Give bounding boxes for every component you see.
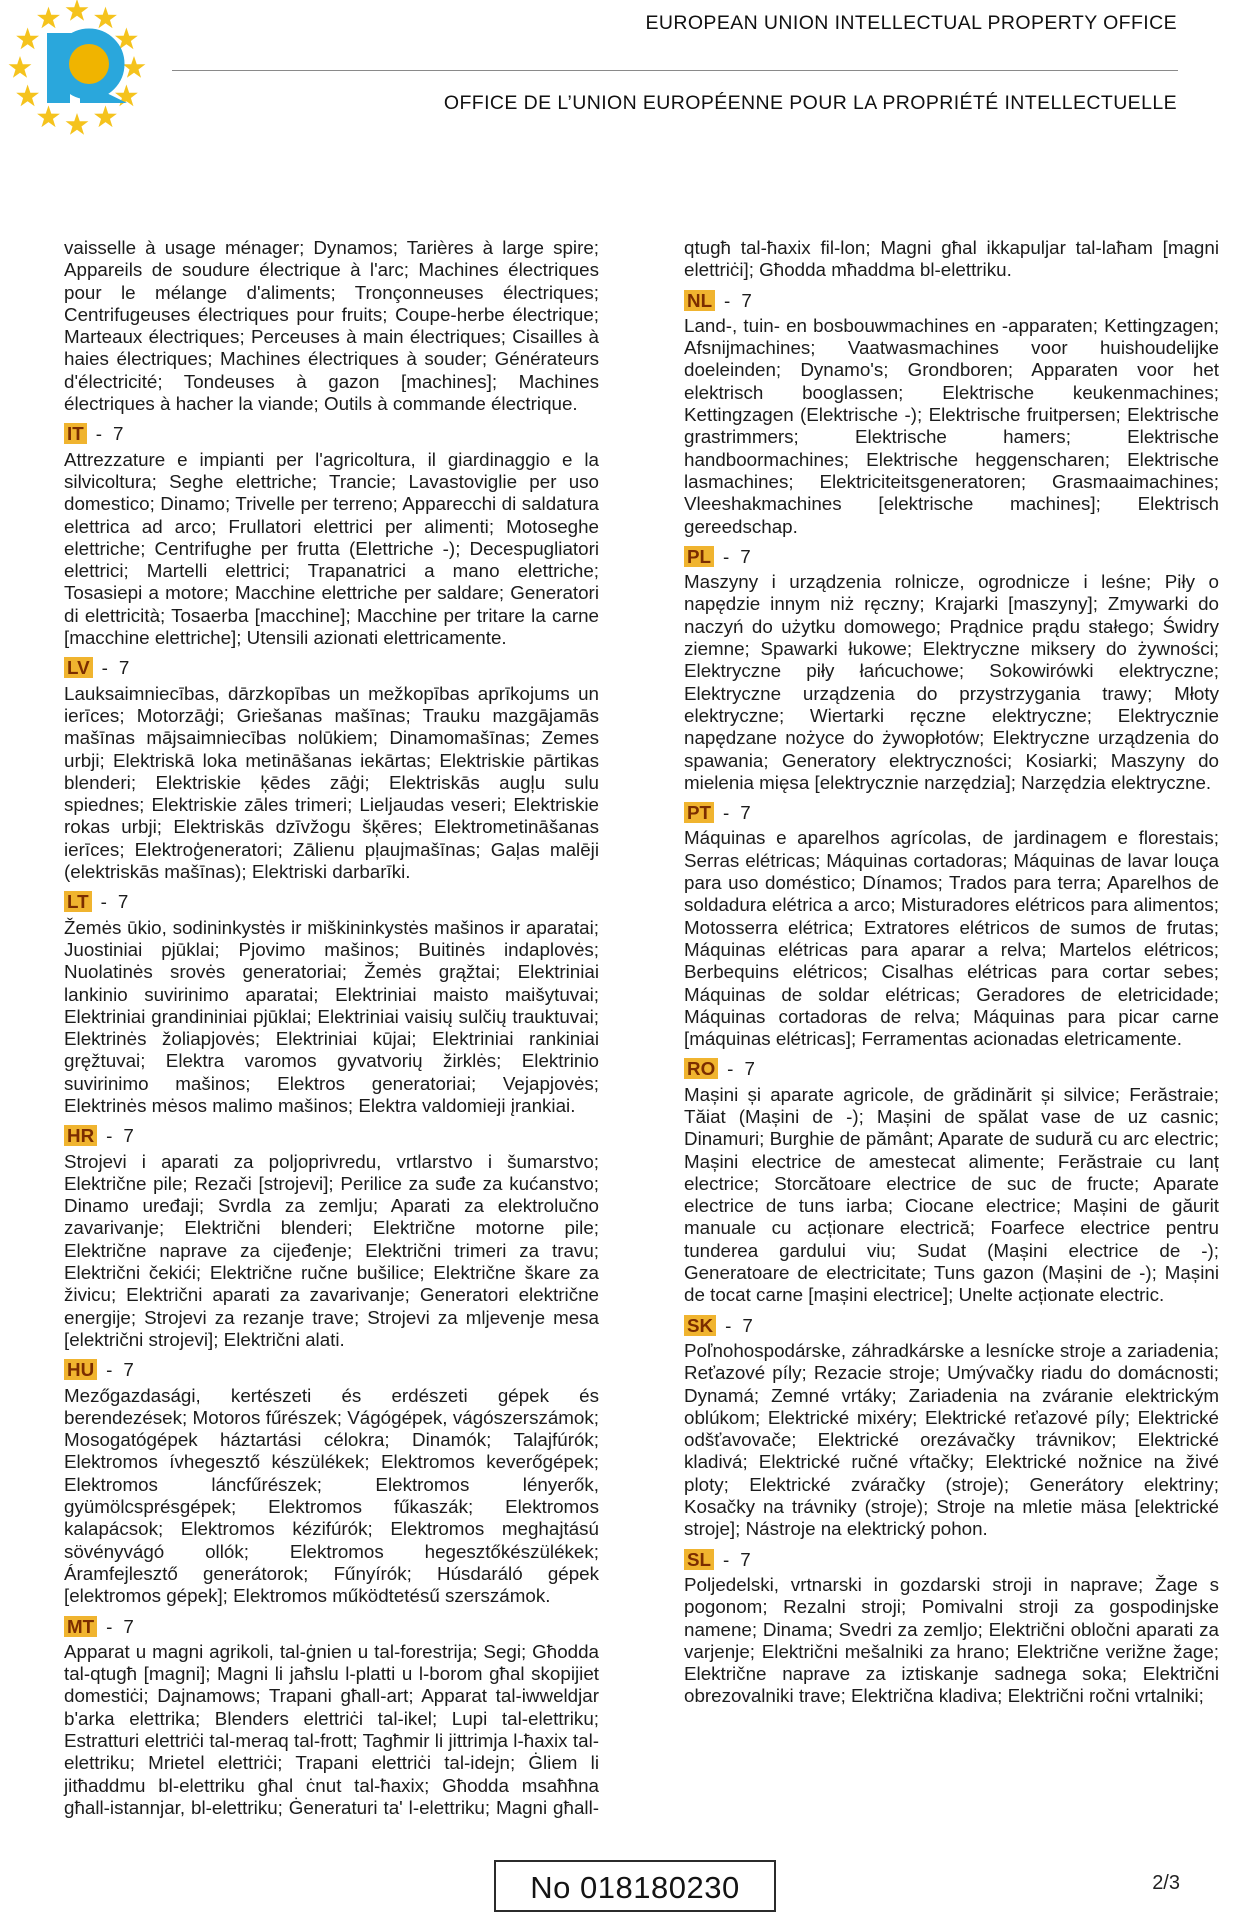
nice-class-number: 7: [118, 657, 130, 679]
goods-services-text: Maszyny i urządzenia rolnicze, ogrodnicze i leśne; Piły o napędzie innym niż ręczny; Krajarki [maszyny]; Zmywarki do naczyń do użytku domowego; Prądnice prądu stałego; Świdry ziemne; Spawarki łukowe; Elektryczne miksery do żywności; Elektryczne piły łańcuchowe; Sokowirówki elektryczne; Elektryczne urządzenia do przystrzygania trawy; Młoty elektryczne; Wiertarki ręczne elektryczne; Elektrycznie napędzane nożyce do żywopłotów; Elektryczne urządzenia do spawania; Generatory elektryczności; Kosiarki; Maszyny do mielenia mięsa [elektrycznie narzędzia]; Narzędzia elektryczne.: [684, 571, 1219, 793]
language-code-badge: PT: [684, 802, 714, 823]
office-name-fr: OFFICE DE L’UNION EUROPÉENNE POUR LA PROPRIÉTÉ INTELLECTUELLE: [443, 92, 1177, 114]
dash-separator: -: [724, 289, 731, 311]
page-indicator: 2/3: [1152, 1872, 1180, 1894]
goods-services-text: Mașini și aparate agricole, de grădinărit și silvice; Ferăstraie; Tăiat (Mașini de -); Mașini de spălat vase de uz casnic; Dinamuri; Burghie de pământ; Aparate de sudură cu arc electric; Mașini electrice de amestecat alimente; Ferăstraie cu lanț electrice; Storcătoare electrice de suc de fructe; Aparate electrice de tuns iarba; Ciocane electrice; Mașini de găurit manuale cu acționare electrică; Foarfece electrice pentru tunderea gardului viu; Sudat (Mașini electrice de -); Generatoare de electricitate; Tuns gazon (Mașini de -); Mașini de tocat carne [mașini electrice]; Unelte acționate electric.: [684, 1083, 1219, 1306]
language-class-heading: [64, 891, 599, 913]
language-code-badge: LV: [64, 657, 93, 678]
dash-separator: -: [723, 802, 730, 824]
language-section: [64, 1125, 599, 1351]
nice-class-number: 7: [740, 802, 751, 824]
language-section: [64, 1359, 599, 1607]
language-section: [64, 423, 599, 649]
language-code-badge: SL: [684, 1549, 714, 1570]
dash-separator: -: [101, 657, 108, 679]
language-code-badge: HR: [64, 1125, 97, 1146]
language-section: [64, 657, 599, 883]
language-class-heading: [684, 1315, 1219, 1337]
dash-separator: -: [95, 423, 102, 445]
language-code-badge: PL: [684, 546, 714, 567]
nice-class-number: 7: [123, 1615, 134, 1637]
language-section: [684, 546, 1219, 794]
goods-services-text: Land-, tuin- en bosbouwmachines en -apparaten; Kettingzagen; Afsnijmachines; Vaatwasmachines voor huishoudelijke doeleinden; Dynamo's; Grondboren; Apparaten voor het elektrisch booglassen; Elektrische keukenmachines; Kettingzagen (Elektrische -); Elektrische fruitpersen; Elektrische grastrimmers; Elektrische hamers; Elektrische handboormachines; Elektrische heggenscharen; Elektrische lasmachines; Elektriciteitsgeneratoren; Grasmaaimachines; Vleeshakmachines [elektrische machines]; Elektrisch gereedschap.: [684, 314, 1219, 537]
eu-stars-registered-icon: [0, 0, 180, 142]
language-class-heading: [684, 546, 1219, 568]
language-class-heading: [684, 1549, 1219, 1571]
application-number: No 018180230: [530, 1870, 740, 1905]
language-class-heading: [64, 657, 599, 679]
nice-class-number: 7: [117, 891, 129, 913]
goods-services-text: Attrezzature e impianti per l'agricoltura, il giardinaggio e la silvicoltura; Seghe elettriche; Trancie; Lavastoviglie per uso domestico; Dinamo; Trivelle per terreno; Apparecchi di saldatura elettrica ad arco; Frullatori elettrici per alimenti; Motoseghe elettriche; Centrifughe per frutta (Elettriche -); Decespugliatori elettrici; Martelli elettrici; Trapanatrici a mano elettriche; Tosasiepi a motore; Macchine elettriche per saldare; Generatori di elettricità; Tosaerba [macchine]; Macchine per tritare la carne [macchine elettriche]; Utensili azionati elettricamente.: [64, 448, 599, 649]
language-section: [684, 1058, 1219, 1306]
nice-class-number: 7: [742, 1314, 753, 1336]
language-class-heading: [64, 423, 599, 445]
header-divider: [172, 70, 1178, 71]
language-section: [684, 290, 1219, 538]
dash-separator: -: [100, 891, 107, 913]
euipo-logo: [0, 0, 180, 142]
dash-separator: -: [106, 1615, 113, 1637]
language-class-heading: [684, 802, 1219, 824]
language-code-badge: RO: [684, 1058, 718, 1079]
goods-services-text: Strojevi i aparati za poljoprivredu, vrtlarstvo i šumarstvo; Električne pile; Rezači [strojevi]; Perilice za suđe za kućanstvo; Dinamo uređaji; Svrdla za zemlju; Aparati za elektrolučno zavarivanje; Električni blenderi; Električne motorne pile; Električne naprave za cijeđenje; Električni trimeri za travu; Električni čekići; Električne ručne bušilice; Električne škare za živicu; Električni aparati za zavarivanje; Generatori električne energije; Strojevi za rezanje trave; Strojevi za mljevenje mesa [električni strojevi]; Električni alati.: [64, 1150, 599, 1350]
goods-services-text: Máquinas e aparelhos agrícolas, de jardinagem e florestais; Serras elétricas; Máquinas cortadoras; Máquinas de lavar louça para uso doméstico; Dínamos; Trados para terra; Aparelhos de soldadura elétrica a arco; Misturadores elétricos para alimentos; Motosserra elétrica; Extratores elétricos de sumos de frutas; Máquinas elétricas para aparar a relva; Martelos elétricos; Berbequins elétricos; Cisalhas elétricas para cortar sebes; Máquinas de soldar elétricas; Geradores de eletricidade; Máquinas cortadoras de relva; Máquinas para picar carne [máquinas elétricas]; Ferramentas acionadas eletricamente.: [684, 827, 1219, 1050]
nice-class-number: 7: [740, 1548, 751, 1570]
registered-r-icon: [47, 33, 127, 103]
nice-class-number: 7: [744, 1058, 755, 1080]
dash-separator: -: [727, 1058, 734, 1080]
language-section: [684, 1315, 1219, 1541]
language-code-badge: HU: [64, 1359, 97, 1380]
language-section: [64, 891, 599, 1117]
language-class-heading: [684, 290, 1219, 312]
goods-services-columns: [64, 237, 1219, 1837]
nice-class-number: 7: [123, 1125, 134, 1147]
application-number-box: [494, 1860, 776, 1912]
goods-services-text: Žemės ūkio, sodininkystės ir miškininkystės mašinos ir aparatai; Juostiniai pjūklai; Pjovimo mašinos; Buitinės indaplovės; Nuolatinės srovės generatoriai; Žemės grąžtai; Elektriniai lankinio suvirinimo aparatai; Elektriniai maisto maišytuvai; Elektriniai grandininiai pjūklai; Elektriniai vaisių sulčių trauktuvai; Elektrinės žoliapjovės; Elektriniai kūjai; Elektriniai rankiniai gręžtuvai; Elektra varomos gyvatvorių žirklės; Elektrinio suvirinimo mašinos; Elektros generatoriai; Vejapjovės; Elektrinės mėsos malimo mašinos; Elektra valdomieji įrankiai.: [64, 916, 599, 1116]
office-name-en: EUROPEAN UNION INTELLECTUAL PROPERTY OFFICE: [645, 12, 1177, 34]
language-class-heading: [64, 1125, 599, 1147]
language-section: [64, 237, 599, 415]
nice-class-number: 7: [123, 1359, 134, 1381]
language-class-heading: [64, 1616, 599, 1638]
goods-services-text: Poľnohospodárske, záhradkárske a lesnícke stroje a zariadenia; Reťazové píly; Rezacie stroje; Umývačky riadu do domácnosti; Dynamá; Zemné vrtáky; Zariadenia na zváranie elektrickým oblúkom; Elektrické mixéry; Elektrické reťazové píly; Elektrické odšťavovače; Elektrické orezávačky trávnikov; Elektrické kladivá; Elektrické ručné vŕtačky; Elektrické nožnice na živé ploty; Elektrické zváračky (stroje); Generátory elektriny; Kosačky na trávniky (stroje); Stroje na mletie mäsa [elektrické stroje]; Nástroje na elektrický pohon.: [684, 1339, 1219, 1540]
language-class-heading: [684, 1058, 1219, 1080]
nice-class-number: 7: [741, 289, 752, 311]
dash-separator: -: [725, 1314, 732, 1336]
language-code-badge: IT: [64, 423, 87, 444]
language-class-heading: [64, 1359, 599, 1381]
goods-services-text: Lauksaimniecības, dārzkopības un mežkopības aprīkojums un ierīces; Motorzāģi; Griešanas mašīnas; Trauku mazgājamās mašīnas mājsaimniecības nolūkiem; Dinamomašīnas; Zemes urbji; Elektriskā loka metināšanas iekārtas; Elektriskie pārtikas blenderi; Elektriskie ķēdes zāģi; Elektriskās augļu sulu spiednes; Elektriskie zāles trimeri; Lieljaudas veseri; Elektriskie rokas urbji; Elektriskās dzīvžogu šķēres; Elektrometināšanas ierīces; Elektroģeneratori; Zālienu pļaujmašīnas; Gaļas malēji (elektriskās mašīnas); Elektriski darbarīki.: [64, 682, 599, 883]
dash-separator: -: [723, 1548, 730, 1570]
goods-services-text: Poljedelski, vrtnarski in gozdarski stroji in naprave; Žage s pogonom; Rezalni stroji; Pomivalni stroji za gospodinjske namene; Dinama; Svedri za zemljo; Električni obločni aparati za varjenje; Električni mešalniki za hrano; Električne verižne žage; Električne naprave za iztiskanje sadnega soka; Električni obrezovalniki trave; Električna kladiva; Električni ročni vrtalniki;: [684, 1573, 1219, 1707]
language-code-badge: MT: [64, 1616, 97, 1637]
nice-class-number: 7: [112, 423, 124, 445]
language-section: [684, 802, 1219, 1050]
language-code-badge: LT: [64, 891, 92, 912]
goods-services-text: Apparat u magni agrikoli, tal-ġnien u tal-forestrija; Segi; Għodda tal-qtugħ [magni]; Magni li jaħslu l-platti u l-borom għal skopijiet domestiċi; Dajnamows; Trapani għall-art; Apparat tal-iwweldjar b'arka elettrika; Blenders elettriċi tal-ikel; Lupi tal-elettriku; Estratturi elettriċi tal-meraq tal-frott; Tagħmir li jittrimja l-ħaxix tal-elettriku; Mrietel elettriċi; Trapani elettriċi tal-idejn; Ġliem li jitħaddmu bl-elettriku għal ċnut tal-ħaxix; Għodda msaħħna għall-istannjar, bl-elettriku; Ġeneraturi ta' l-elettriku; Magni għall-qtugħ tal-ħaxix fil-lon; Magni għal ikkapuljar tal-laħam [magni elettriċi]; Għodda mħaddma bl-elettriku.: [64, 237, 1219, 1818]
dash-separator: -: [106, 1125, 113, 1147]
dash-separator: -: [723, 545, 730, 567]
language-section: [684, 1549, 1219, 1708]
goods-services-text: vaisselle à usage ménager; Dynamos; Tarières à large spire; Appareils de soudure électrique à l'arc; Machines électriques pour le mélange d'aliments; Tronçonneuses électriques; Centrifugeuses électriques pour fruits; Coupe-herbe électrique; Marteaux électriques; Perceuses à main électriques; Cisailles à haies électriques; Machines électriques à souder; Générateurs d'électricité; Tondeuses à gazon [machines]; Machines électriques à hacher la viande; Outils à commande électrique.: [64, 237, 599, 415]
goods-services-text: Mezőgazdasági, kertészeti és erdészeti gépek és berendezések; Motoros fűrészek; Vágógépek, vágószerszámok; Mosogatógépek háztartási célokra; Dinamók; Talajfúrók; Elektromos ívhegesztő készülékek; Elektromos keverőgépek; Elektromos láncfűrészek; Elektromos lényerők, gyümölcsprésgépek; Elektromos fűkaszák; Elektromos kalapácsok; Elektromos kézifúrók; Elektromos meghajtású sövényvágó ollók; Elektromos hegesztőkészülékek; Áramfejlesztő generátorok; Fűnyírók; Húsdaráló gépek [elektromos gépek]; Elektromos működtetésű szerszámok.: [64, 1384, 599, 1607]
language-code-badge: SK: [684, 1315, 716, 1336]
dash-separator: -: [106, 1359, 113, 1381]
language-code-badge: NL: [684, 290, 715, 311]
nice-class-number: 7: [740, 545, 751, 567]
